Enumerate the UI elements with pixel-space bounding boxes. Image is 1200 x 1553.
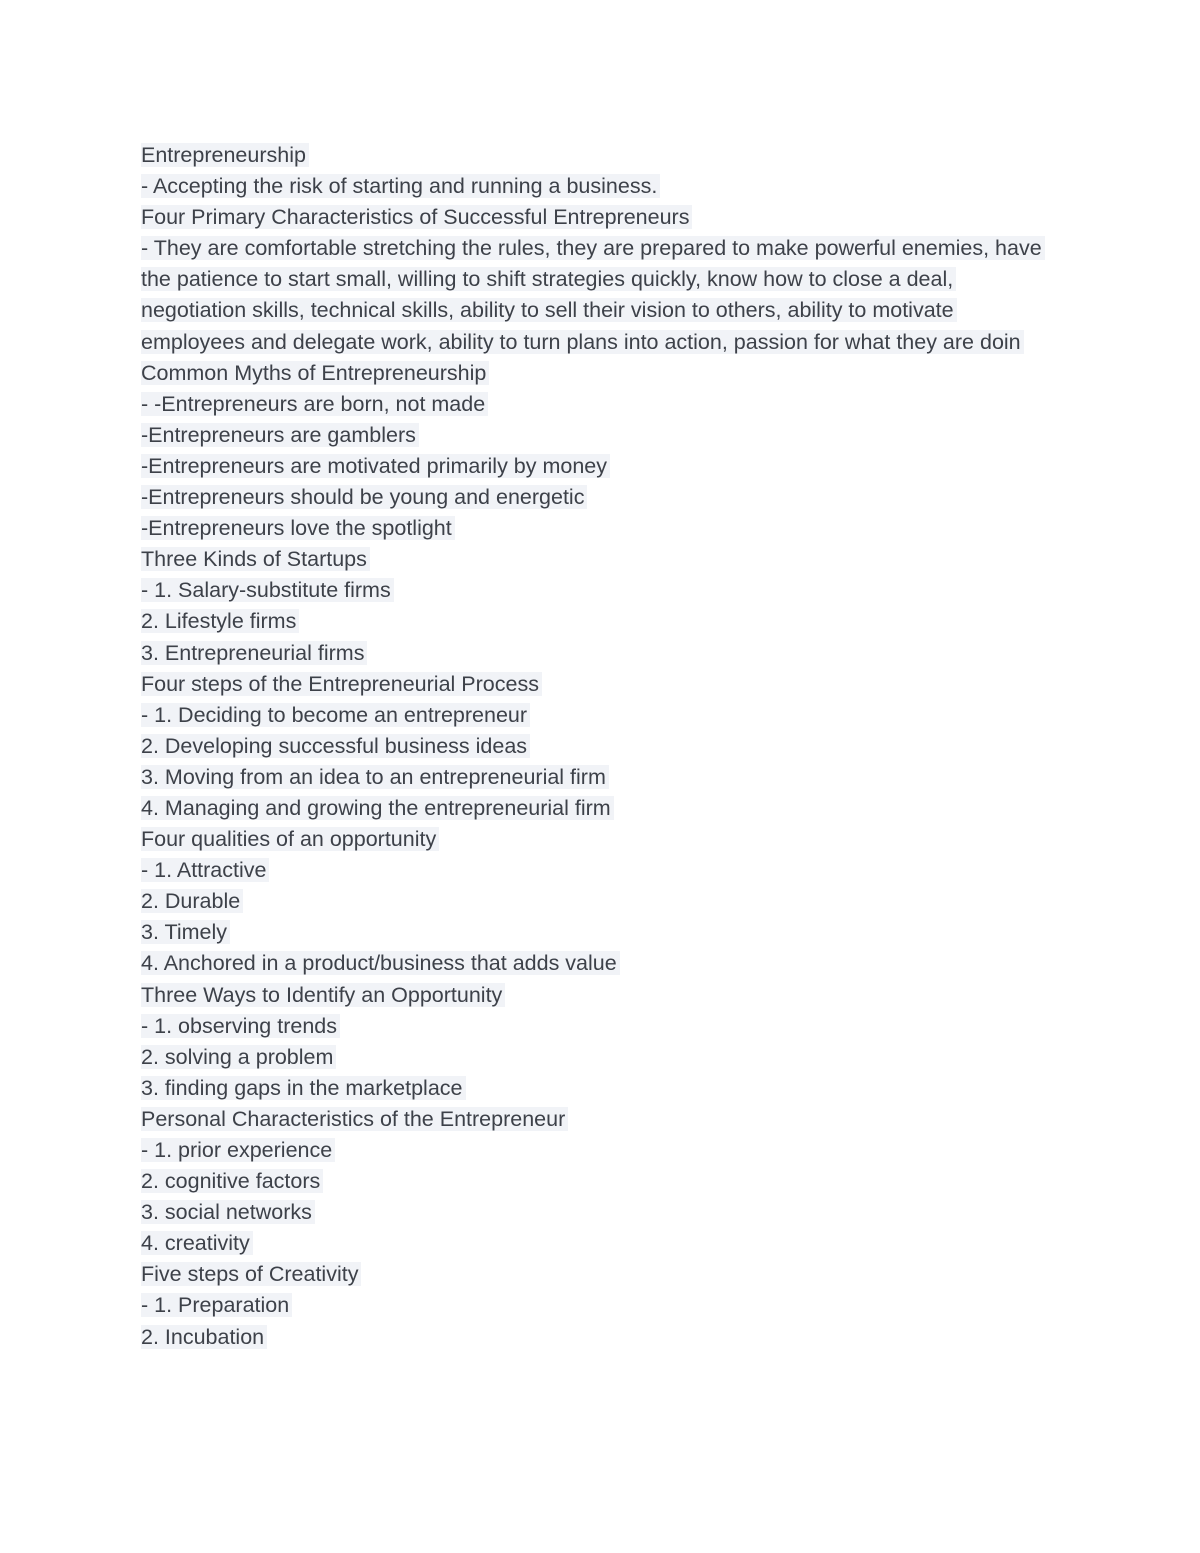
personal-characteristic-item: 2. cognitive factors [141,1166,1061,1197]
myth-item: -Entrepreneurs are gamblers [141,420,1061,451]
document-body [141,140,1061,1353]
creativity-step-item: - 1. Preparation [141,1290,1061,1321]
quality-item: 3. Timely [141,917,1061,948]
startup-item: - 1. Salary-substitute firms [141,575,1061,606]
myth-item: - -Entrepreneurs are born, not made [141,389,1061,420]
myth-item: -Entrepreneurs should be young and energetic [141,482,1061,513]
quality-item: - 1. Attractive [141,855,1061,886]
quality-item: 4. Anchored in a product/business that adds value [141,948,1061,979]
startup-item: 3. Entrepreneurial firms [141,638,1061,669]
heading-three-kinds-of-startups: Three Kinds of Startups [141,544,1061,575]
personal-characteristic-item: 3. social networks [141,1197,1061,1228]
process-step-item: - 1. Deciding to become an entrepreneur [141,700,1061,731]
definition-line: - Accepting the risk of starting and running a business. [141,171,1061,202]
heading-personal-characteristics: Personal Characteristics of the Entrepreneur [141,1104,1061,1135]
characteristics-paragraph: - They are comfortable stretching the rules, they are prepared to make powerful enemies, have the patience to start small, willing to shift strategies quickly, know how to close a deal, negotiation skills, technical skills, ability to sell their vision to others, ability to motivate employees and delegate work, ability to turn plans into action, passion for what they are doin [141,233,1053,357]
creativity-step-item: 2. Incubation [141,1322,1061,1353]
heading-three-ways-identify-opportunity: Three Ways to Identify an Opportunity [141,980,1061,1011]
way-item: 3. finding gaps in the marketplace [141,1073,1061,1104]
heading-five-steps-of-creativity: Five steps of Creativity [141,1259,1061,1290]
process-step-item: 4. Managing and growing the entrepreneurial firm [141,793,1061,824]
process-step-item: 2. Developing successful business ideas [141,731,1061,762]
startup-item: 2. Lifestyle firms [141,606,1061,637]
quality-item: 2. Durable [141,886,1061,917]
myth-item: -Entrepreneurs are motivated primarily by money [141,451,1061,482]
process-step-item: 3. Moving from an idea to an entrepreneurial firm [141,762,1061,793]
way-item: 2. solving a problem [141,1042,1061,1073]
myth-item: -Entrepreneurs love the spotlight [141,513,1061,544]
heading-four-qualities-of-opportunity: Four qualities of an opportunity [141,824,1061,855]
heading-entrepreneurial-process: Four steps of the Entrepreneurial Process [141,669,1061,700]
way-item: - 1. observing trends [141,1011,1061,1042]
heading-entrepreneurship: Entrepreneurship [141,140,1061,171]
personal-characteristic-item: 4. creativity [141,1228,1061,1259]
heading-common-myths: Common Myths of Entrepreneurship [141,358,1061,389]
heading-four-primary-characteristics: Four Primary Characteristics of Successful Entrepreneurs [141,202,1061,233]
personal-characteristic-item: - 1. prior experience [141,1135,1061,1166]
